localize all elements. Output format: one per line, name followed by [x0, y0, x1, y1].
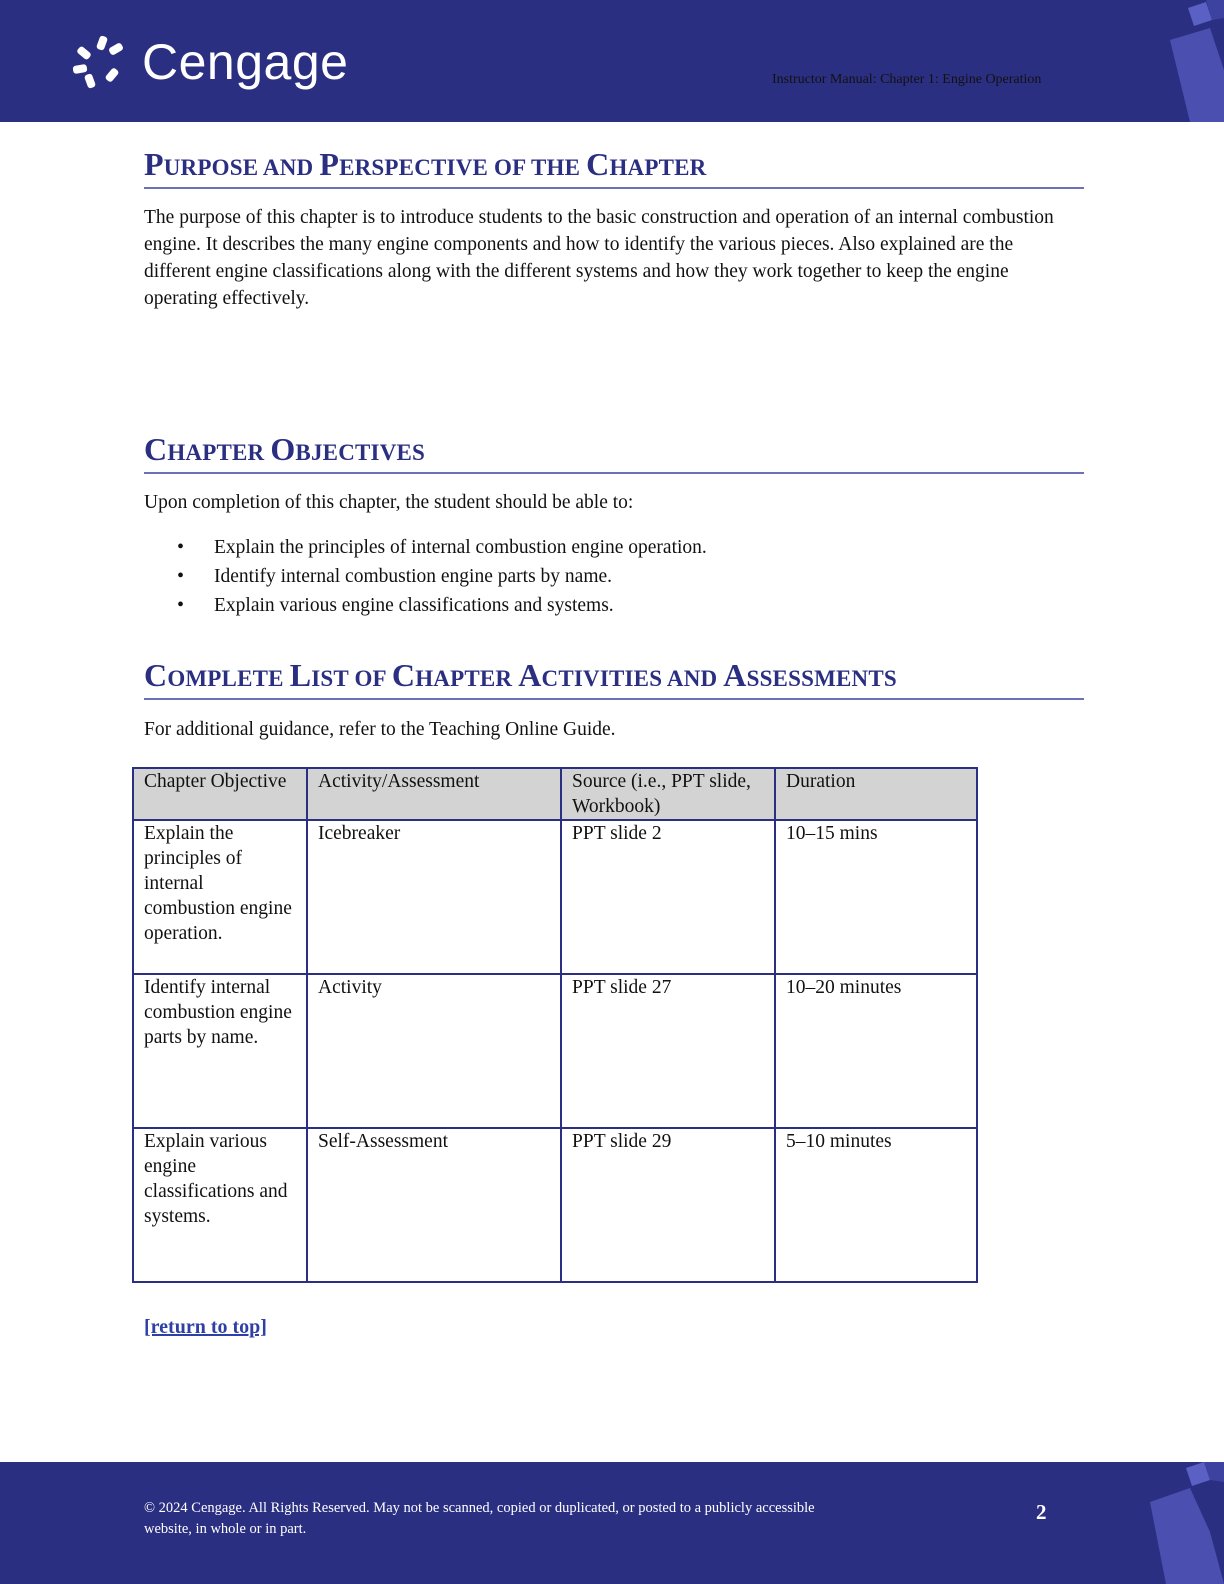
activities-intro: For additional guidance, refer to the Teaching Online Guide.: [144, 719, 616, 740]
manual-title: Instructor Manual: Chapter 1: Engine Operation: [772, 72, 1042, 87]
column-header: Activity/Assessment: [307, 768, 561, 820]
list-item: • Explain the principles of internal combustion engine operation.: [144, 533, 707, 562]
page-header: [0, 0, 1224, 122]
table-cell: 10–20 minutes: [775, 974, 977, 1128]
cengage-logo: [72, 32, 348, 92]
column-header: Source (i.e., PPT slide, Workbook): [561, 768, 775, 820]
objectives-list: [144, 533, 707, 620]
list-item: • Explain various engine classifications and systems.: [144, 591, 707, 620]
purpose-text: The purpose of this chapter is to introduce students to the basic construction and operation of an internal combustion engine. It describes the many engine components and how to identify the various pieces. Also explained are the different engine classifications along with the different systems and how they work together to keep the engine operating effectively.: [144, 207, 1054, 309]
purpose-heading: PURPOSE AND PERSPECTIVE OF THE CHAPTER: [144, 146, 1084, 189]
page-footer: [0, 1462, 1224, 1584]
objectives-intro: Upon completion of this chapter, the student should be able to:: [144, 492, 634, 513]
column-header: Chapter Objective: [133, 768, 307, 820]
table-row: [133, 1128, 977, 1282]
list-item: • Identify internal combustion engine parts by name.: [144, 562, 707, 591]
table-cell: PPT slide 29: [561, 1128, 775, 1282]
table-cell: Explain various engine classifications and systems.: [133, 1128, 307, 1282]
copyright-notice: © 2024 Cengage. All Rights Reserved. May not be scanned, copied or duplicated, or posted to a publicly accessible website, in whole or in part.: [144, 1500, 815, 1537]
table-cell: Icebreaker: [307, 820, 561, 974]
decorative-pattern-icon: [1140, 0, 1224, 122]
activities-table: [132, 767, 978, 1283]
table-cell: Explain the principles of internal combustion engine operation.: [133, 820, 307, 974]
decorative-pattern-icon: [1130, 1462, 1224, 1584]
table-header-row: [133, 768, 977, 820]
column-header: Duration: [775, 768, 977, 820]
table-cell: Self-Assessment: [307, 1128, 561, 1282]
activities-heading: COMPLETE LIST OF CHAPTER ACTIVITIES AND ASSESSMENTS: [144, 657, 1084, 700]
table-cell: Identify internal combustion engine parts by name.: [133, 974, 307, 1128]
table-row: [133, 974, 977, 1128]
table-cell: PPT slide 2: [561, 820, 775, 974]
table-row: [133, 820, 977, 974]
table-cell: 5–10 minutes: [775, 1128, 977, 1282]
objectives-heading: CHAPTER OBJECTIVES: [144, 431, 1084, 474]
table-cell: Activity: [307, 974, 561, 1128]
table-cell: PPT slide 27: [561, 974, 775, 1128]
logo-text: Cengage: [142, 34, 349, 90]
cengage-mark-icon: [72, 32, 132, 92]
page-number: 2: [1036, 1500, 1047, 1524]
return-to-top-link[interactable]: [return to top]: [144, 1316, 267, 1338]
table-cell: 10–15 mins: [775, 820, 977, 974]
